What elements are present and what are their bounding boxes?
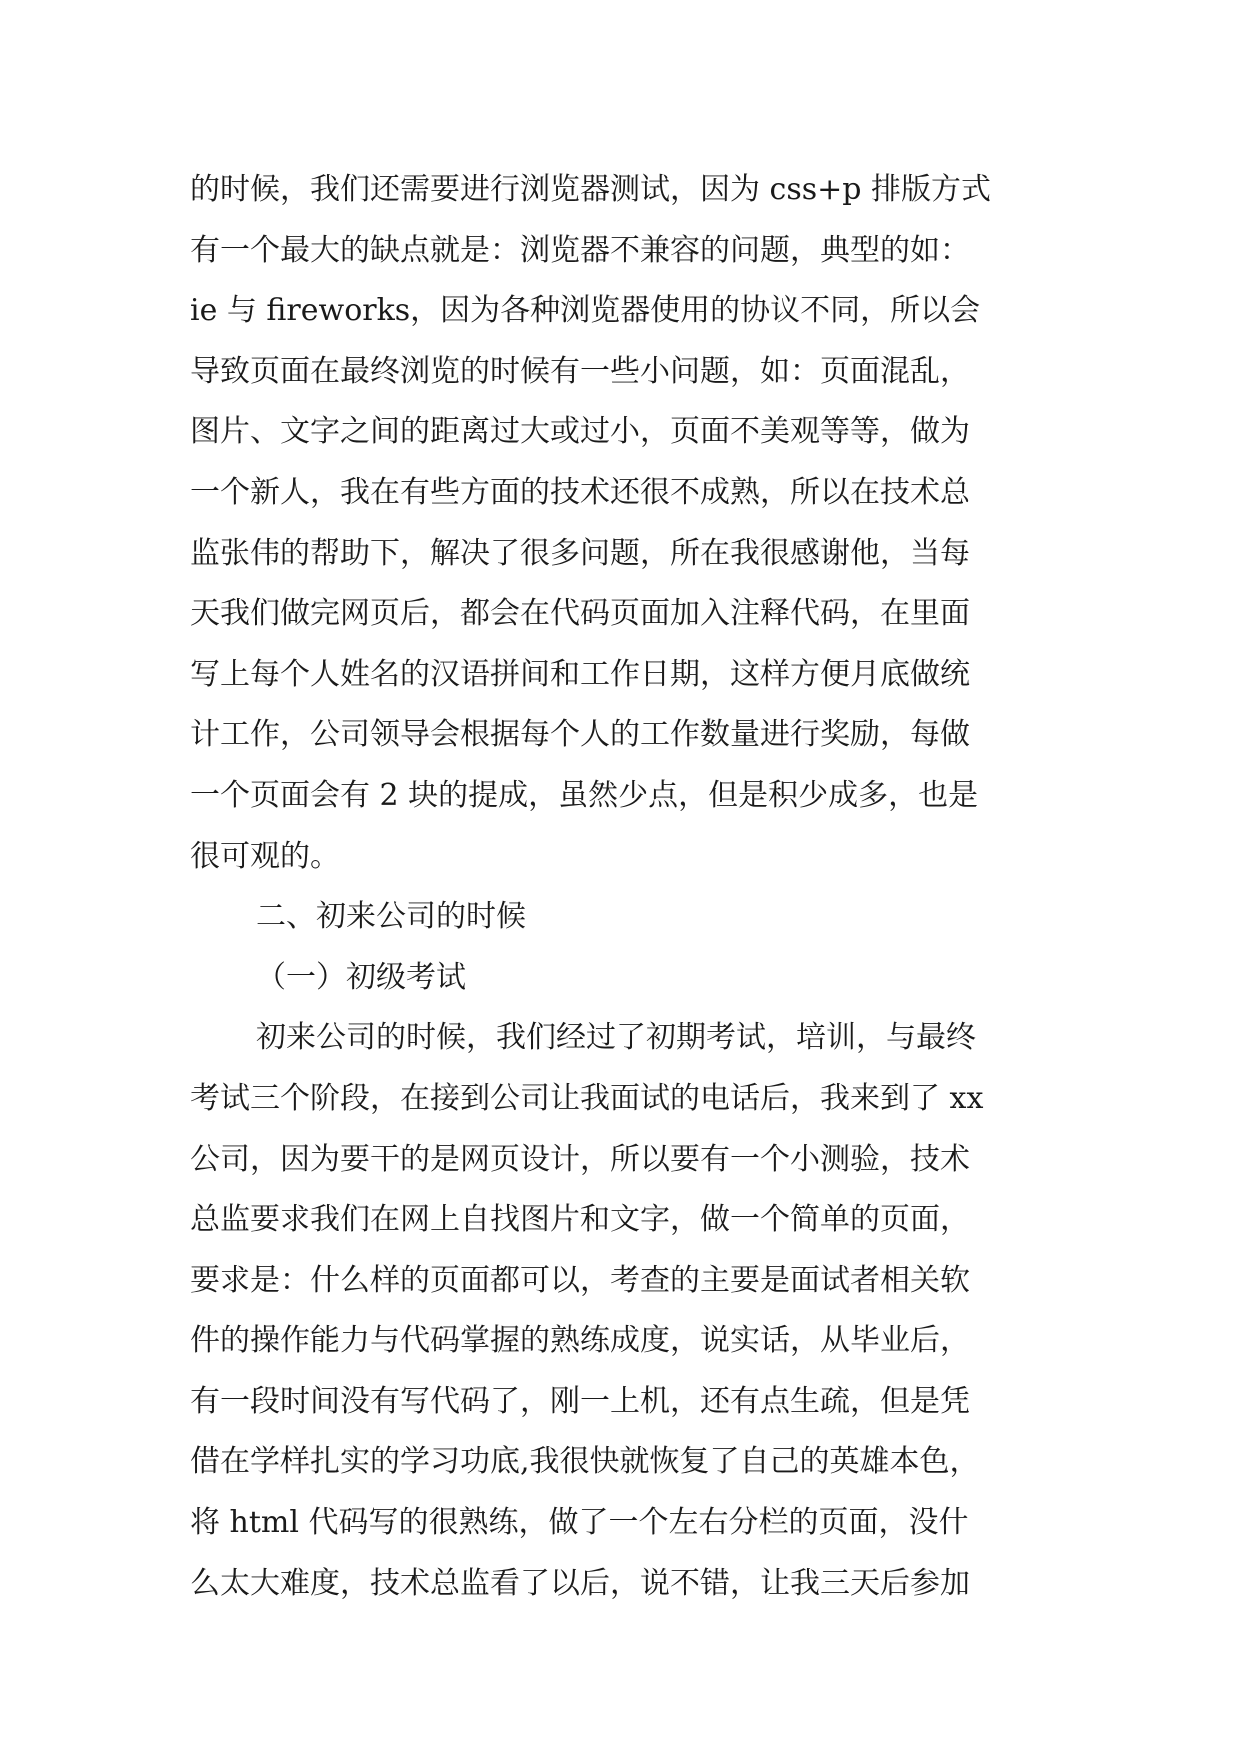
text-line: 么太大难度，技术总监看了以后，说不错，让我三天后参加 bbox=[190, 1565, 970, 1601]
text-line: 计工作，公司领导会根据每个人的工作数量进行奖励，每做 bbox=[190, 717, 970, 753]
text-line: 要求是：什么样的页面都可以，考查的主要是面试者相关软 bbox=[190, 1262, 970, 1298]
text-line: 有一段时间没有写代码了，刚一上机，还有点生疏，但是凭 bbox=[190, 1383, 970, 1419]
paragraph-first-line: 初来公司的时候，我们经过了初期考试，培训，与最终 bbox=[256, 1020, 976, 1056]
text-line: 很可观的。 bbox=[190, 838, 340, 874]
text-line: 导致页面在最终浏览的时候有一些小问题，如：页面混乱， bbox=[190, 353, 970, 389]
text-line: 有一个最大的缺点就是：浏览器不兼容的问题，典型的如： bbox=[190, 232, 970, 268]
text-line: 件的操作能力与代码掌握的熟练成度，说实话，从毕业后， bbox=[190, 1323, 970, 1359]
text-line: 写上每个人姓名的汉语拼间和工作日期，这样方便月底做统 bbox=[190, 656, 970, 692]
text-line: 借在学样扎实的学习功底,我很快就恢复了自己的英雄本色， bbox=[190, 1444, 980, 1480]
text-line: 图片、文字之间的距离过大或过小，页面不美观等等，做为 bbox=[190, 414, 970, 450]
section-heading: 二、初来公司的时候 bbox=[256, 899, 526, 935]
text-line: 一个页面会有 2 块的提成，虽然少点，但是积少成多，也是 bbox=[190, 777, 979, 813]
text-line: 公司，因为要干的是网页设计，所以要有一个小测验，技术 bbox=[190, 1141, 970, 1177]
text-line: 一个新人，我在有些方面的技术还很不成熟，所以在技术总 bbox=[190, 474, 970, 510]
body-text bbox=[190, 160, 1070, 1614]
text-line: 总监要求我们在网上自找图片和文字，做一个简单的页面， bbox=[190, 1202, 970, 1238]
text-line: 天我们做完网页后，都会在代码页面加入注释代码，在里面 bbox=[190, 596, 970, 632]
text-line: 的时候，我们还需要进行浏览器测试，因为 css+p 排版方式 bbox=[190, 172, 992, 207]
text-line: 监张伟的帮助下，解决了很多问题，所在我很感谢他，当每 bbox=[190, 535, 970, 571]
subsection-heading: （一）初级考试 bbox=[256, 959, 466, 995]
text-line: ie 与 fireworks，因为各种浏览器使用的协议不同，所以会 bbox=[190, 293, 981, 329]
text-line: 将 html 代码写的很熟练，做了一个左右分栏的页面，没什 bbox=[190, 1505, 969, 1541]
text-line: 考试三个阶段，在接到公司让我面试的电话后，我来到了 xx bbox=[190, 1080, 984, 1116]
